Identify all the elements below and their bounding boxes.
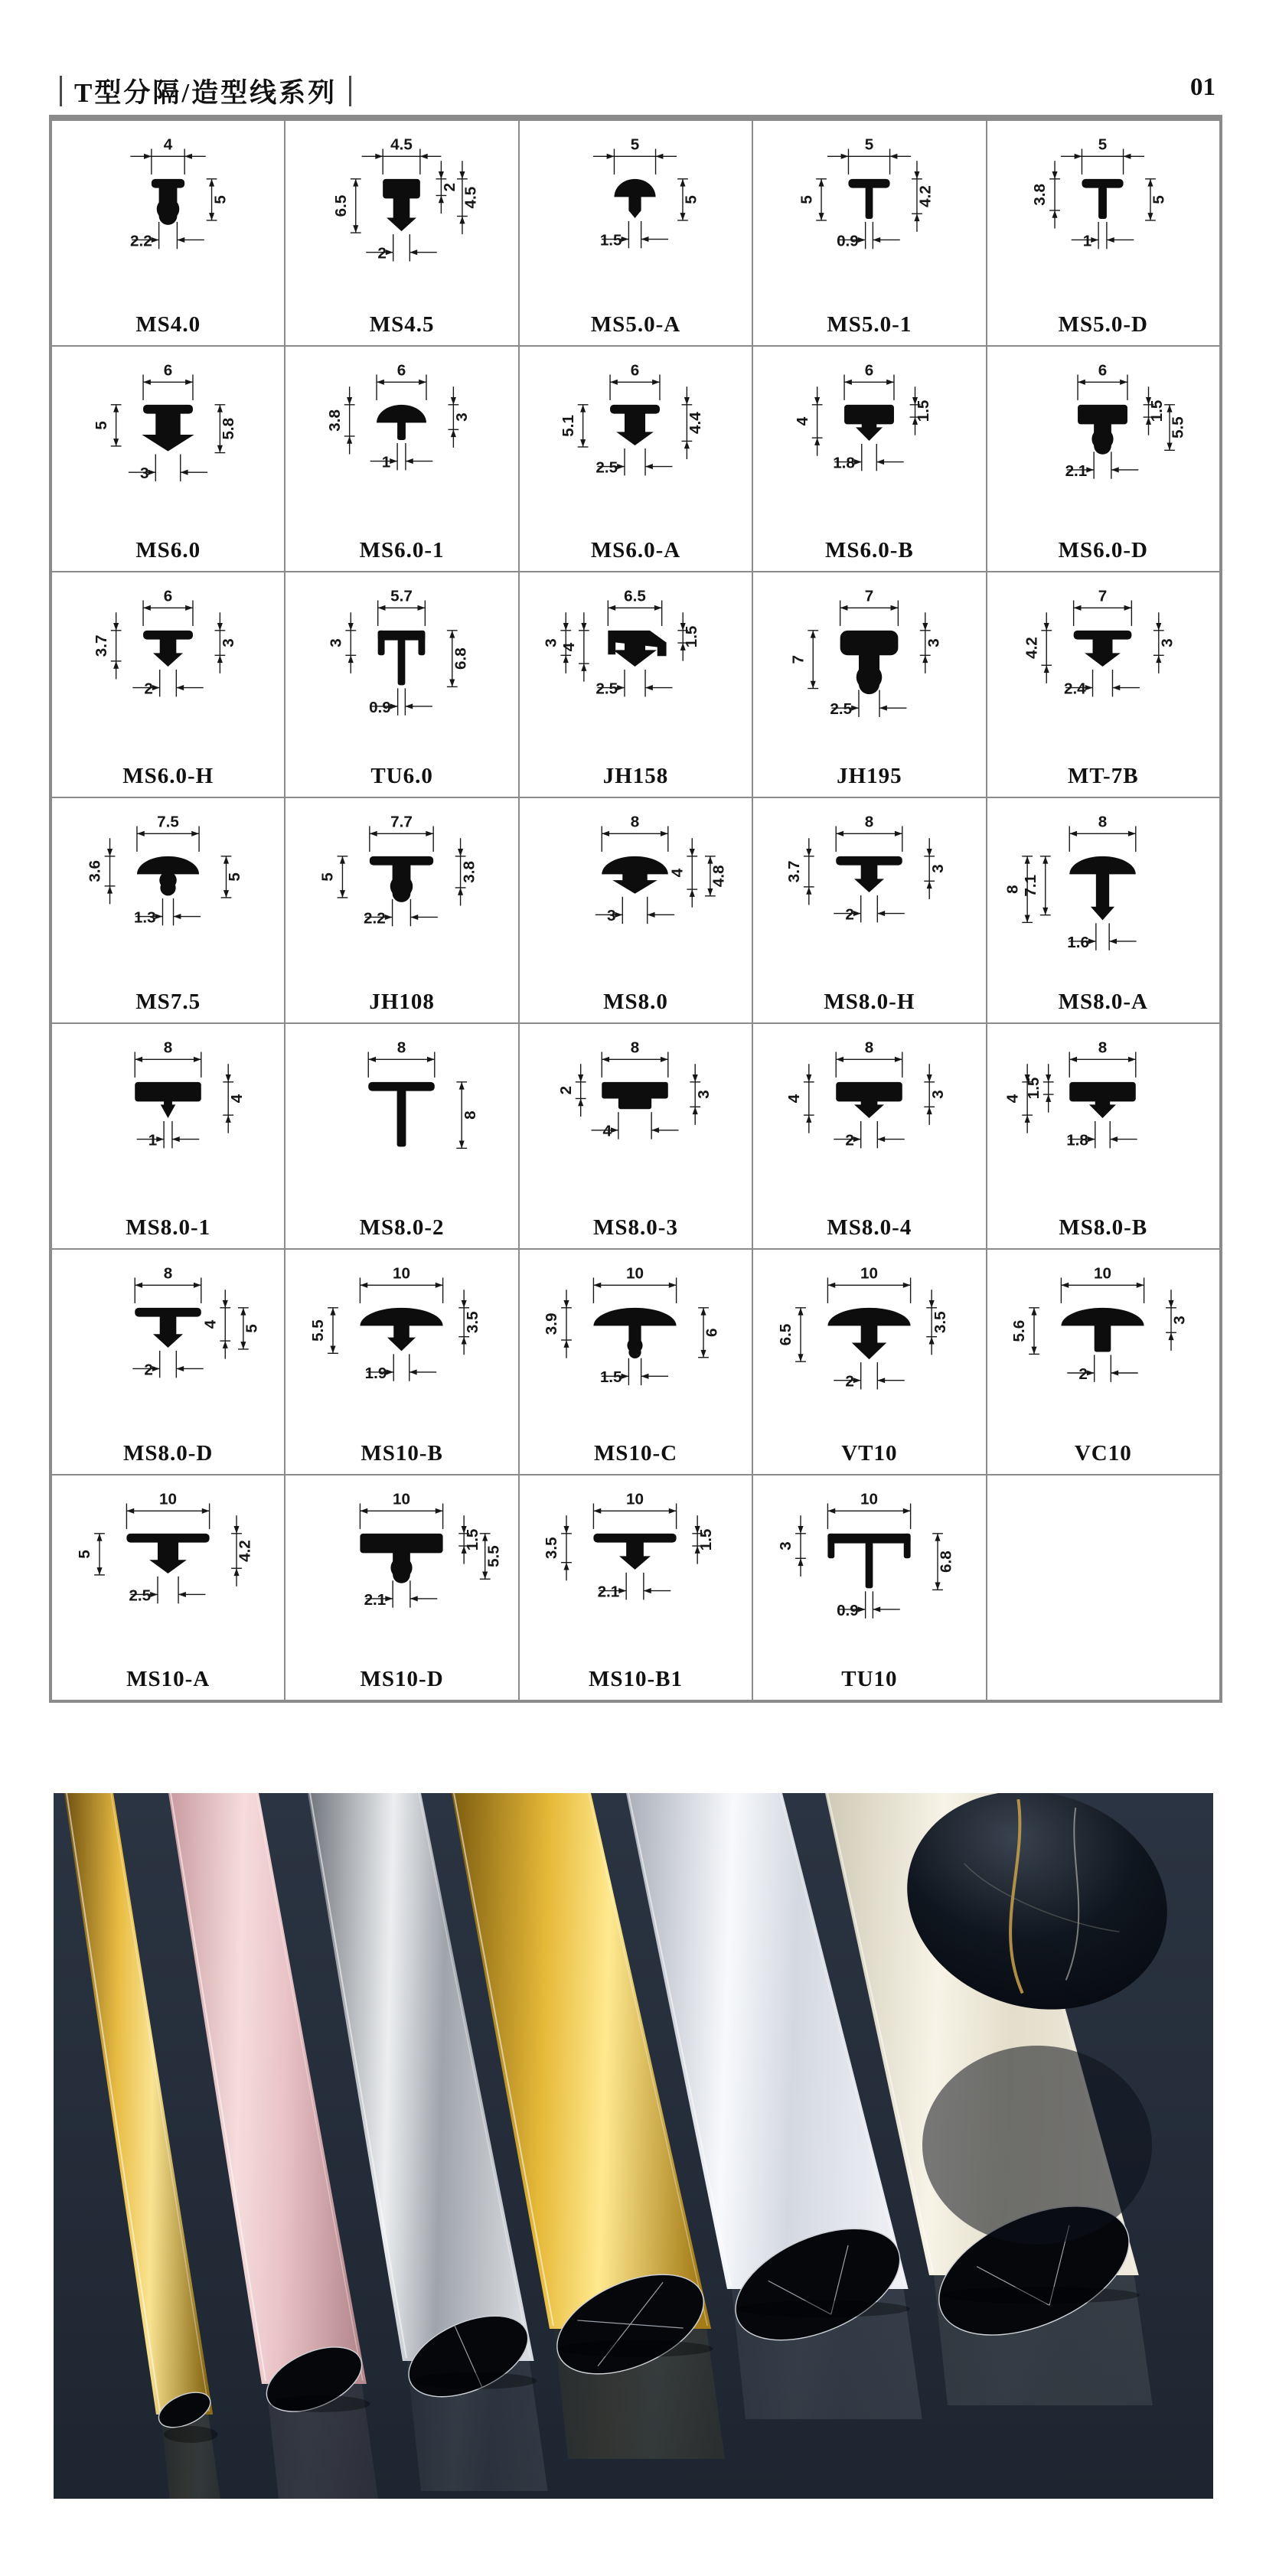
profile-diagram [988, 1250, 1218, 1441]
profile-diagram [54, 121, 283, 312]
svg-text:3.8: 3.8 [325, 409, 344, 432]
profile-diagram [988, 347, 1218, 538]
product-name: MS10-B1 [588, 1667, 683, 1691]
svg-text:5: 5 [318, 872, 337, 882]
svg-text:10: 10 [626, 1490, 644, 1508]
svg-text:5: 5 [75, 1550, 93, 1559]
profile-diagram [755, 121, 984, 312]
svg-text:6: 6 [163, 361, 172, 380]
svg-text:4: 4 [793, 416, 811, 426]
product-name: MS8.0-3 [593, 1215, 678, 1240]
svg-text:2: 2 [144, 680, 153, 698]
svg-text:6: 6 [631, 361, 640, 380]
svg-text:8: 8 [163, 1264, 172, 1283]
catalog-cell [987, 797, 1220, 1023]
profile-diagram [520, 572, 750, 764]
catalog-cell [752, 797, 986, 1023]
catalog-cell [987, 346, 1220, 572]
svg-text:7: 7 [864, 587, 874, 605]
svg-text:10: 10 [393, 1264, 411, 1283]
svg-text:6: 6 [703, 1328, 722, 1338]
catalog-cell [519, 1249, 752, 1475]
page-title-text: T型分隔/造型线系列 [74, 78, 338, 108]
svg-text:5: 5 [631, 135, 640, 154]
svg-text:2.5: 2.5 [129, 1586, 151, 1605]
svg-text:3.9: 3.9 [543, 1312, 561, 1335]
svg-text:6: 6 [163, 587, 172, 605]
svg-text:4.4: 4.4 [687, 412, 705, 434]
svg-text:2: 2 [377, 244, 387, 262]
catalog-cell [519, 1023, 752, 1249]
catalog-cell [752, 572, 986, 797]
svg-text:3: 3 [925, 638, 943, 647]
profile-diagram [54, 1250, 283, 1441]
svg-text:6.5: 6.5 [777, 1323, 795, 1346]
svg-text:1.5: 1.5 [1148, 399, 1166, 422]
profile-diagram [755, 798, 984, 990]
catalog-cell [519, 797, 752, 1023]
svg-text:1: 1 [1083, 232, 1092, 250]
svg-text:1.5: 1.5 [1025, 1077, 1043, 1100]
profile-diagram [755, 1024, 984, 1215]
svg-text:3: 3 [777, 1541, 795, 1550]
svg-text:3: 3 [928, 864, 947, 873]
svg-text:5: 5 [1098, 135, 1108, 154]
svg-text:8: 8 [631, 1039, 640, 1057]
svg-text:3.8: 3.8 [460, 861, 478, 883]
svg-text:0.9: 0.9 [836, 1601, 859, 1619]
catalog-cell [519, 120, 752, 346]
profile-diagram [755, 1250, 984, 1441]
product-name: MS6.0 [135, 538, 201, 562]
product-name: MS8.0-A [1058, 990, 1148, 1014]
svg-text:5: 5 [864, 135, 874, 154]
svg-text:3: 3 [219, 638, 237, 647]
catalog-cell [285, 1023, 518, 1249]
profile-diagram [54, 1024, 283, 1215]
product-name: MS8.0-H [824, 990, 915, 1014]
svg-text:8: 8 [864, 1039, 874, 1057]
svg-text:8: 8 [1003, 885, 1022, 894]
title-bar-left-icon [60, 76, 62, 106]
svg-text:3: 3 [928, 1090, 947, 1099]
product-name: JH195 [837, 764, 902, 788]
svg-text:5.6: 5.6 [1010, 1319, 1029, 1342]
svg-text:2: 2 [845, 1372, 854, 1391]
svg-text:8: 8 [1098, 813, 1108, 831]
svg-text:1.8: 1.8 [833, 454, 855, 472]
product-name: MS6.0-A [590, 538, 681, 562]
svg-text:3.7: 3.7 [785, 860, 803, 883]
svg-text:3.5: 3.5 [463, 1311, 481, 1334]
svg-text:3: 3 [542, 638, 560, 647]
profile-diagram [755, 1475, 984, 1667]
svg-text:6.8: 6.8 [937, 1550, 955, 1573]
product-name: MS5.0-1 [827, 312, 912, 337]
svg-text:1.9: 1.9 [364, 1364, 387, 1382]
svg-text:2.1: 2.1 [364, 1590, 387, 1609]
svg-text:1.5: 1.5 [915, 399, 933, 422]
svg-text:8: 8 [163, 1039, 172, 1057]
svg-text:1.5: 1.5 [683, 625, 701, 648]
svg-text:4.8: 4.8 [710, 865, 729, 888]
product-name: JH158 [602, 764, 669, 788]
svg-text:5: 5 [1150, 195, 1168, 204]
svg-text:5: 5 [92, 421, 110, 430]
svg-text:3: 3 [1158, 638, 1176, 647]
svg-text:3: 3 [695, 1090, 713, 1099]
profile-diagram [54, 347, 283, 538]
product-name: MS10-D [360, 1667, 444, 1691]
svg-text:5: 5 [210, 195, 229, 204]
catalog-cell [752, 1475, 986, 1700]
svg-text:7: 7 [1098, 587, 1108, 605]
svg-text:3: 3 [453, 412, 471, 422]
product-name: MS6.0-B [825, 538, 914, 562]
profile-diagram [54, 798, 283, 990]
catalog-cell-empty [987, 1475, 1220, 1700]
svg-text:2.2: 2.2 [364, 909, 386, 928]
product-name: MS6.0-D [1058, 538, 1148, 562]
svg-text:3.5: 3.5 [931, 1311, 949, 1334]
catalog-cell [519, 572, 752, 797]
product-name: MS8.0-4 [827, 1215, 912, 1240]
title-bar-right-icon [349, 76, 351, 106]
svg-text:1.5: 1.5 [600, 231, 623, 249]
svg-text:2.4: 2.4 [1064, 680, 1086, 698]
svg-text:3.5: 3.5 [543, 1537, 561, 1560]
svg-text:10: 10 [860, 1264, 878, 1283]
profile-diagram [988, 798, 1218, 990]
product-name: MS8.0-B [1059, 1215, 1148, 1240]
product-name: TU10 [841, 1667, 898, 1691]
svg-text:4: 4 [560, 642, 579, 652]
svg-text:8: 8 [396, 1039, 406, 1057]
svg-text:4: 4 [603, 1122, 612, 1140]
svg-text:5.8: 5.8 [219, 417, 237, 440]
svg-text:8: 8 [864, 813, 874, 831]
svg-text:2.5: 2.5 [830, 700, 853, 718]
profile-diagram [520, 798, 750, 990]
svg-text:7.5: 7.5 [156, 813, 179, 831]
page-title [47, 72, 364, 110]
catalog-cell [752, 1249, 986, 1475]
catalog-cell [519, 346, 752, 572]
svg-text:4: 4 [227, 1094, 246, 1104]
catalog-cell [51, 572, 285, 797]
product-name: MT-7B [1068, 764, 1139, 788]
profile-diagram [287, 572, 517, 764]
svg-text:8: 8 [461, 1110, 479, 1120]
svg-text:10: 10 [626, 1264, 644, 1283]
svg-text:6: 6 [864, 361, 874, 380]
catalog-grid [49, 115, 1222, 1703]
svg-text:2.1: 2.1 [598, 1583, 620, 1601]
product-name: MS5.0-A [590, 312, 681, 337]
svg-text:1.5: 1.5 [697, 1528, 716, 1551]
svg-text:2.5: 2.5 [595, 458, 618, 477]
catalog-cell [987, 572, 1220, 797]
profile-diagram [520, 1475, 750, 1667]
catalog-cell [987, 1249, 1220, 1475]
svg-text:4.2: 4.2 [916, 185, 935, 207]
svg-text:1.6: 1.6 [1067, 933, 1090, 951]
catalog-cell [51, 1023, 285, 1249]
svg-text:2: 2 [557, 1085, 576, 1095]
svg-text:3.8: 3.8 [1031, 184, 1049, 206]
profile-diagram [287, 1475, 517, 1667]
svg-text:6: 6 [396, 361, 406, 380]
profile-diagram [988, 121, 1218, 312]
product-name: MS8.0-1 [126, 1215, 211, 1240]
profile-diagram [520, 1250, 750, 1441]
profile-diagram [54, 1475, 283, 1667]
profile-diagram [520, 1024, 750, 1215]
product-name: MS8.0 [603, 990, 668, 1014]
svg-text:5: 5 [243, 1324, 261, 1333]
svg-text:2: 2 [845, 905, 854, 924]
svg-text:7: 7 [789, 654, 808, 664]
svg-text:2.2: 2.2 [129, 232, 152, 250]
svg-text:5: 5 [225, 872, 243, 882]
svg-text:4: 4 [668, 868, 687, 878]
svg-text:4.2: 4.2 [236, 1540, 254, 1562]
svg-text:3: 3 [139, 465, 149, 483]
product-name: MS6.0-1 [359, 538, 445, 562]
svg-text:3.7: 3.7 [92, 634, 110, 657]
svg-text:10: 10 [158, 1490, 177, 1508]
svg-text:3.6: 3.6 [86, 859, 104, 882]
svg-text:1: 1 [148, 1131, 157, 1149]
svg-text:4: 4 [163, 135, 172, 154]
product-name: VT10 [841, 1441, 898, 1466]
product-name: VC10 [1074, 1441, 1132, 1466]
product-name: MS8.0-D [123, 1441, 214, 1466]
catalog-cell [285, 1475, 518, 1700]
svg-text:2: 2 [144, 1361, 153, 1379]
product-name: MS10-A [126, 1667, 210, 1691]
svg-text:10: 10 [393, 1490, 411, 1508]
catalog-cell [285, 1249, 518, 1475]
catalog-cell [519, 1475, 752, 1700]
svg-text:1.5: 1.5 [463, 1528, 481, 1551]
profile-diagram [287, 121, 517, 312]
svg-text:5.5: 5.5 [1170, 416, 1188, 439]
svg-text:8: 8 [631, 813, 640, 831]
catalog-cell [752, 120, 986, 346]
svg-text:4: 4 [785, 1094, 803, 1104]
catalog-cell [51, 797, 285, 1023]
product-name: MS8.0-2 [359, 1215, 445, 1240]
svg-text:0.9: 0.9 [369, 698, 391, 716]
svg-text:3: 3 [327, 638, 345, 647]
svg-text:3: 3 [1171, 1316, 1189, 1325]
product-name: MS4.0 [135, 312, 201, 337]
svg-text:2.1: 2.1 [1065, 461, 1088, 480]
svg-text:10: 10 [860, 1490, 878, 1508]
svg-text:4.5: 4.5 [462, 186, 480, 209]
svg-text:0.9: 0.9 [836, 232, 859, 250]
page-number: 01 [1190, 73, 1215, 101]
svg-text:8: 8 [1098, 1039, 1108, 1057]
product-name: MS4.5 [369, 312, 435, 337]
svg-text:6.5: 6.5 [624, 587, 647, 605]
svg-text:5.1: 5.1 [560, 415, 578, 437]
svg-text:7.1: 7.1 [1022, 874, 1040, 897]
svg-text:7.7: 7.7 [390, 813, 413, 831]
svg-text:4.5: 4.5 [390, 135, 413, 154]
svg-text:5.7: 5.7 [390, 587, 413, 605]
svg-text:6.8: 6.8 [452, 647, 470, 670]
catalog-cell [987, 120, 1220, 346]
profile-diagram [287, 798, 517, 990]
catalog-cell [51, 346, 285, 572]
svg-text:2: 2 [1078, 1365, 1088, 1383]
svg-text:4: 4 [201, 1319, 220, 1329]
catalog-cell [752, 1023, 986, 1249]
svg-text:2: 2 [441, 182, 459, 192]
svg-text:5: 5 [683, 195, 701, 204]
product-photo [54, 1793, 1213, 2499]
svg-text:1.3: 1.3 [133, 908, 156, 927]
catalog-cell [51, 120, 285, 346]
profile-diagram [520, 121, 750, 312]
svg-text:5: 5 [798, 195, 816, 204]
profile-diagram [287, 1024, 517, 1215]
profile-diagram [988, 572, 1218, 764]
catalog-cell [51, 1475, 285, 1700]
product-name: MS10-C [593, 1441, 678, 1466]
svg-text:5.5: 5.5 [485, 1545, 503, 1567]
svg-text:4.2: 4.2 [1023, 637, 1041, 659]
profile-diagram [54, 572, 283, 764]
product-name: MS6.0-H [122, 764, 214, 788]
svg-text:4: 4 [1003, 1094, 1022, 1104]
product-name: MS7.5 [135, 990, 201, 1014]
svg-text:1.5: 1.5 [600, 1368, 623, 1387]
svg-text:5.5: 5.5 [309, 1319, 328, 1342]
catalog-cell [285, 572, 518, 797]
svg-text:6: 6 [1098, 361, 1108, 380]
catalog-cell [51, 1249, 285, 1475]
profile-diagram [755, 572, 984, 764]
profile-diagram [988, 1024, 1218, 1215]
profile-diagram [287, 347, 517, 538]
product-name: MS5.0-D [1058, 312, 1148, 337]
svg-text:1.8: 1.8 [1066, 1131, 1089, 1149]
catalog-cell [752, 346, 986, 572]
profile-diagram [755, 347, 984, 538]
svg-text:10: 10 [1094, 1264, 1112, 1283]
catalog-cell [285, 120, 518, 346]
svg-text:6.5: 6.5 [332, 194, 351, 217]
catalog-cell [285, 346, 518, 572]
profile-diagram [520, 347, 750, 538]
catalog-cell [987, 1023, 1220, 1249]
svg-text:2.5: 2.5 [595, 680, 618, 698]
product-name: MS10-B [361, 1441, 443, 1466]
catalog-cell [285, 797, 518, 1023]
svg-text:3: 3 [607, 907, 616, 925]
product-name: JH108 [369, 990, 435, 1014]
svg-text:1: 1 [381, 453, 391, 471]
product-name: TU6.0 [370, 764, 433, 788]
svg-text:2: 2 [845, 1131, 854, 1149]
profile-diagram [287, 1250, 517, 1441]
